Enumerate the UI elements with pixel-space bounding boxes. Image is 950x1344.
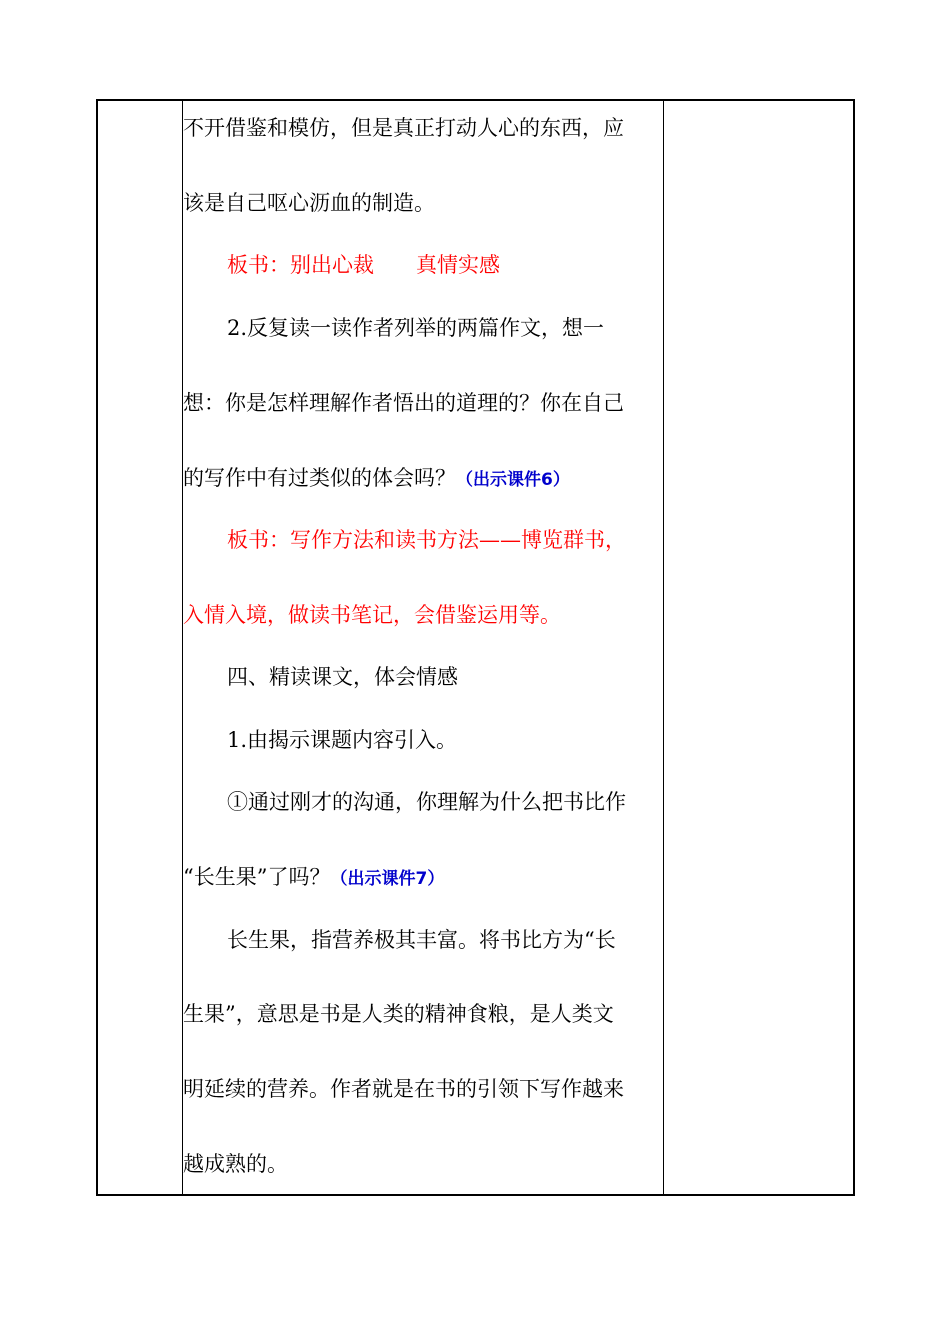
content-line: 1.由揭示课题内容引入。 — [227, 728, 458, 752]
content-line: 越成熟的。 — [183, 1152, 288, 1176]
board-writing-line: 板书：别出心裁 真情实感 — [227, 253, 500, 277]
board-writing-line: 板书：写作方法和读书方法——博览群书， — [227, 528, 626, 552]
content-line — [183, 864, 444, 892]
content-line: 长生果，指营养极其丰富。将书比方为“长 — [227, 928, 616, 952]
content-text: “长生果”了吗？ — [183, 865, 331, 889]
content-line: 想：你是怎样理解作者悟出的道理的？你在自己 — [183, 391, 624, 415]
section-heading: 四、精读课文，体会情感 — [227, 665, 458, 689]
column-divider-right — [663, 101, 664, 1194]
column-divider-left — [182, 101, 183, 1194]
content-line — [183, 465, 570, 493]
content-line: 生果”，意思是书是人类的精神食粮，是人类文 — [183, 1002, 614, 1026]
content-line: 明延续的营养。作者就是在书的引领下写作越来 — [183, 1077, 624, 1101]
board-writing-line: 入情入境，做读书笔记，会借鉴运用等。 — [183, 603, 561, 627]
courseware-note: （出示课件6） — [456, 470, 570, 490]
content-text: 的写作中有过类似的体会吗？ — [183, 466, 456, 490]
courseware-note: （出示课件7） — [330, 869, 445, 889]
content-line: 2.反复读一读作者列举的两篇作文，想一 — [227, 316, 605, 340]
content-line: 不开借鉴和模仿，但是真正打动人心的东西，应 — [183, 116, 624, 140]
content-line: 该是自己呕心沥血的制造。 — [183, 191, 435, 215]
content-line: ①通过刚才的沟通，你理解为什么把书比作 — [227, 790, 626, 814]
